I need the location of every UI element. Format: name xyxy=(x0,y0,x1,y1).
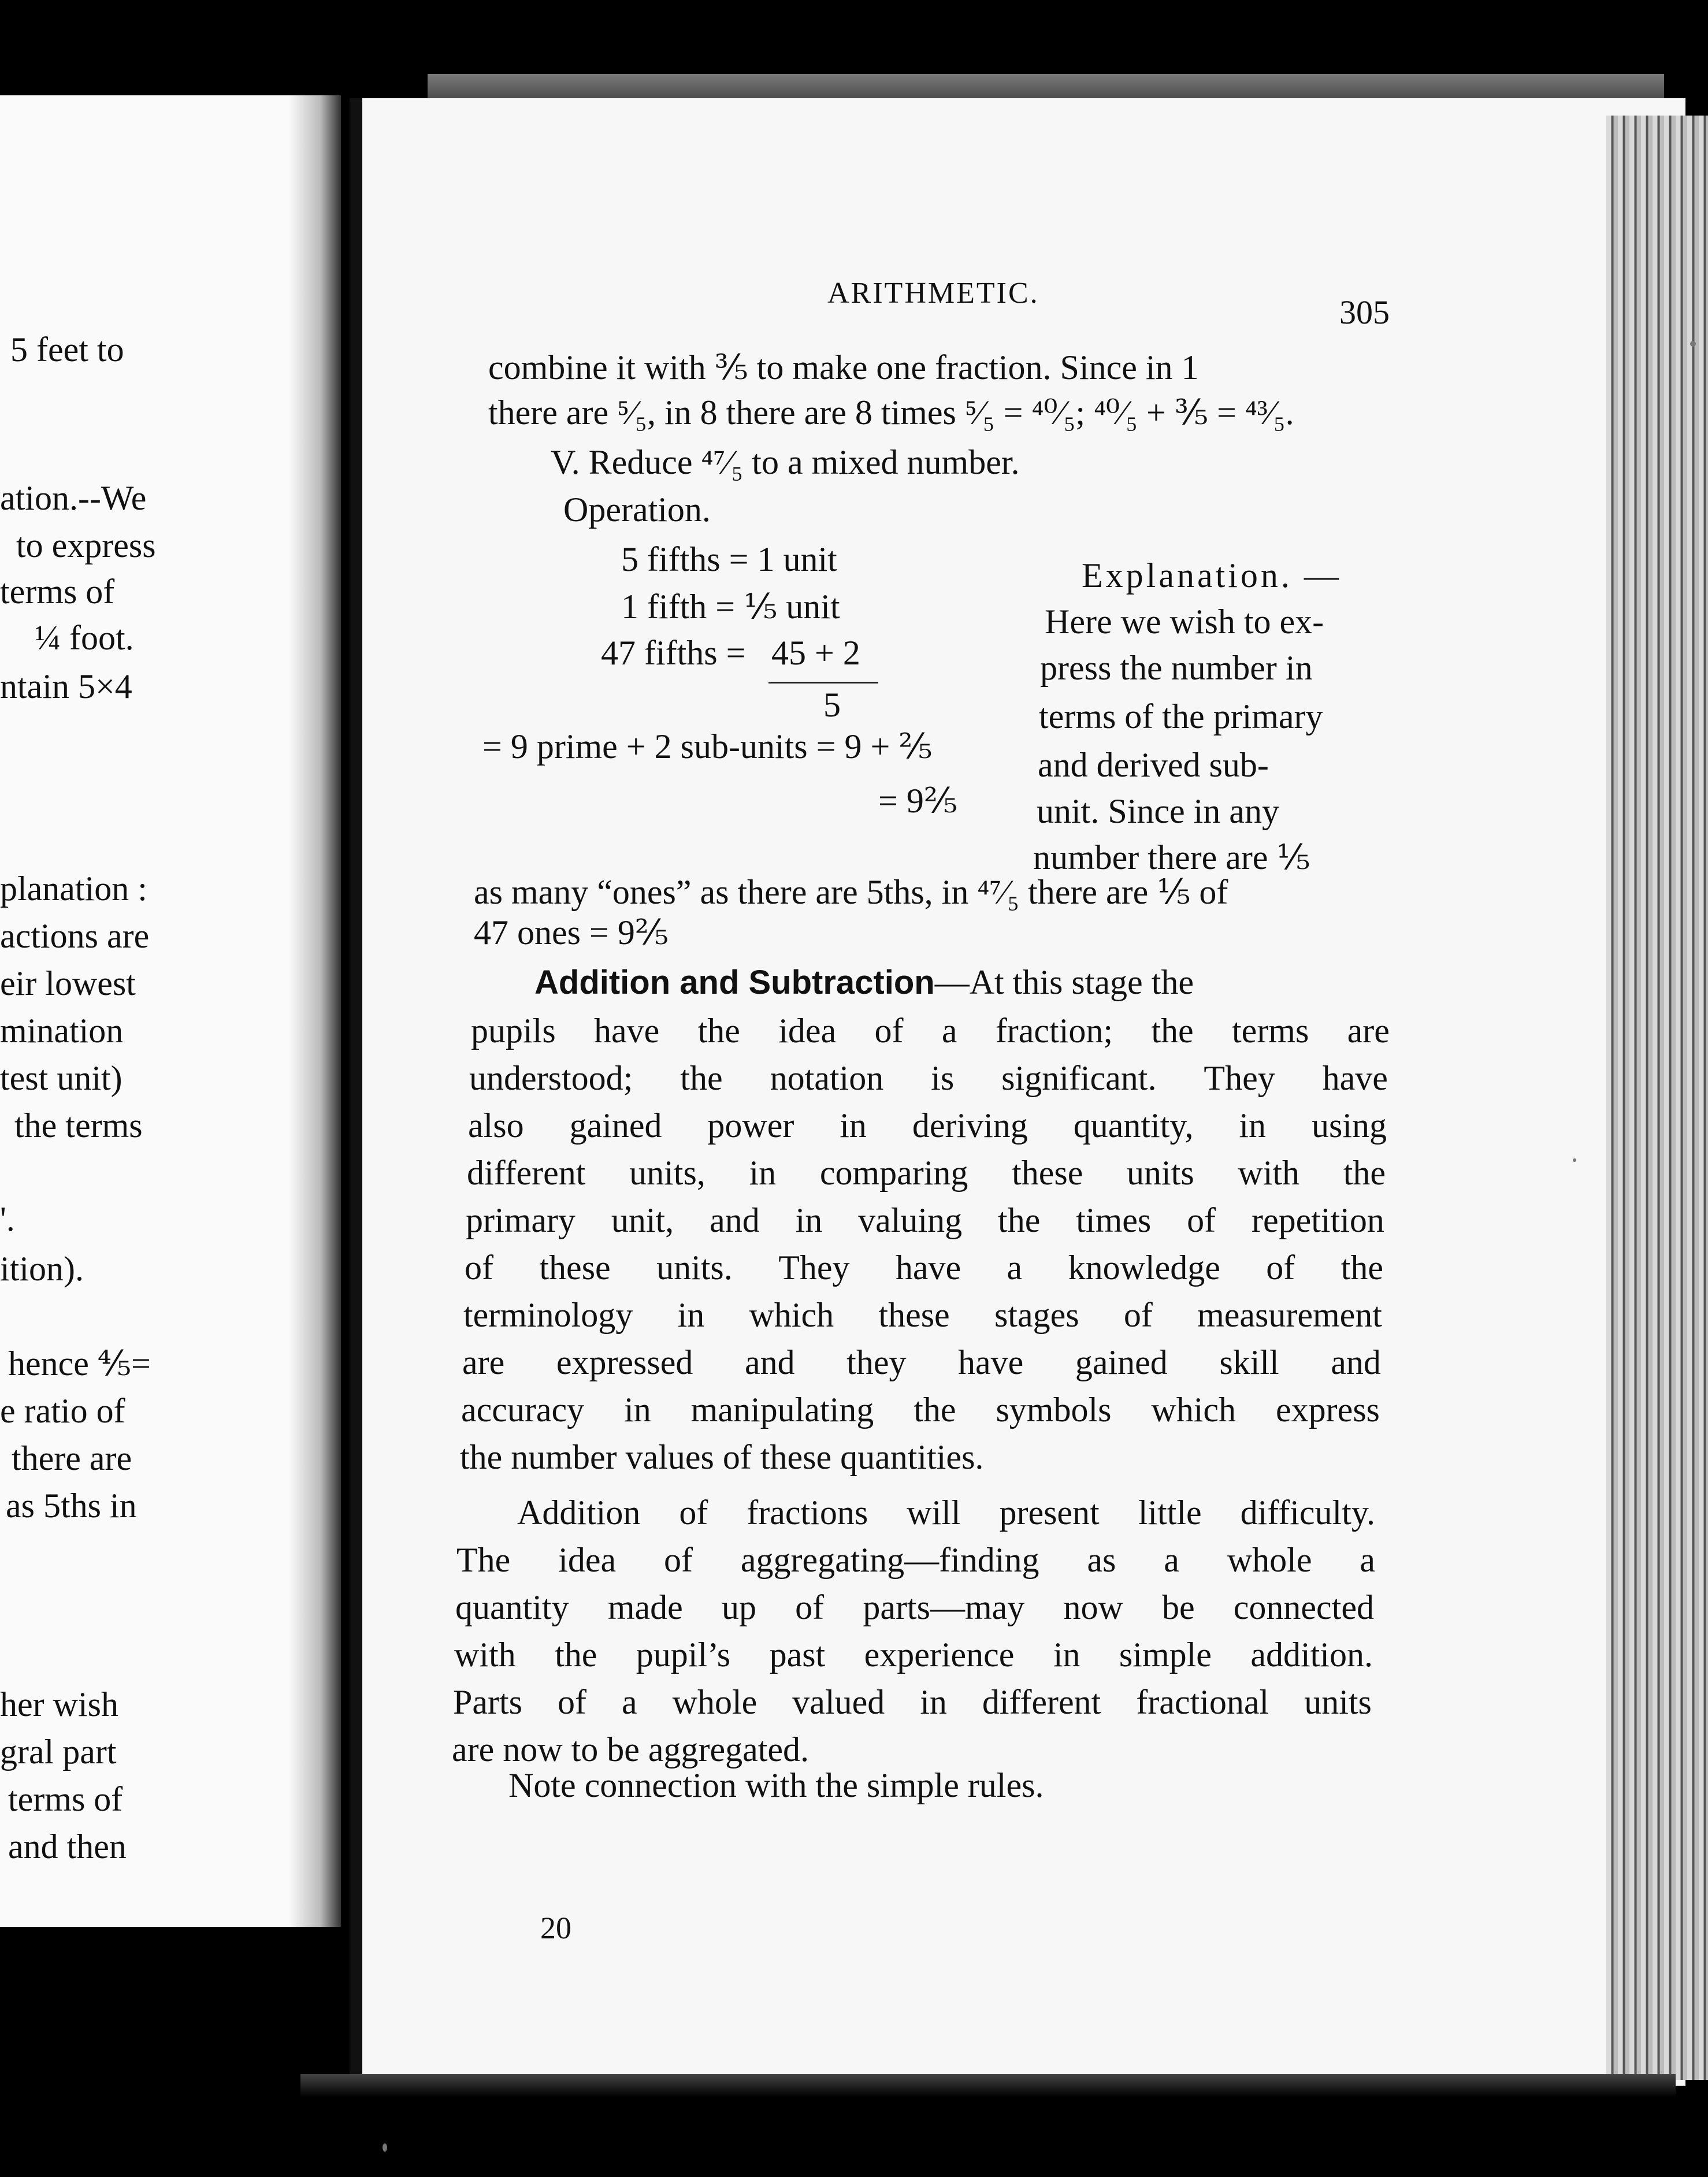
paragraph-line: The idea of aggregating—finding as a whole a xyxy=(456,1541,1375,1579)
book-bottom-edge xyxy=(300,2074,1676,2097)
explanation-line-4: and derived sub- xyxy=(1038,746,1269,784)
section-heading: Addition and Subtraction xyxy=(534,964,935,1001)
intro-line-1: combine it with ⅗ to make one fraction. Since in 1 xyxy=(488,348,1199,387)
note-line: Note connection with the simple rules. xyxy=(508,1766,1044,1804)
operation-line-4: = 9 prime + 2 sub-units = 9 + ⅖ xyxy=(482,727,933,766)
scan-speck xyxy=(383,2143,387,2152)
left-page-line: '. xyxy=(0,1200,15,1238)
left-page-line: hence ⅘= xyxy=(8,1344,151,1383)
scan-speck xyxy=(1690,341,1696,347)
section-first-line: —At this stage the xyxy=(934,963,1194,1001)
paragraph-line: of these units. They have a knowledge of the xyxy=(465,1249,1383,1287)
left-page-line: ition). xyxy=(0,1250,84,1288)
intro-line-2: there are ⁵⁄₅, in 8 there are 8 times ⁵⁄₅ = ⁴⁰⁄₅; ⁴⁰⁄₅ + ⅗ = ⁴³⁄₅. xyxy=(488,393,1294,432)
paragraph-line: pupils have the idea of a fraction; the terms are xyxy=(471,1012,1390,1050)
running-title: ARITHMETIC. xyxy=(827,277,1039,310)
section-heading-line xyxy=(534,965,1194,1000)
left-page-line: mination xyxy=(0,1012,124,1050)
paragraph-line: primary unit, and in valuing the times of repetition xyxy=(466,1201,1384,1239)
left-gutter-shadow xyxy=(289,95,341,1927)
explanation-line-1: Here we wish to ex- xyxy=(1045,603,1324,641)
operation-numerator: 45 + 2 xyxy=(771,634,860,672)
left-page-line: the terms xyxy=(14,1106,143,1145)
operation-line-2: 1 fifth = ⅕ unit xyxy=(621,588,840,626)
left-page-line: eir lowest xyxy=(0,964,136,1002)
page-number: 305 xyxy=(1339,294,1390,331)
left-page-line: ¼ foot. xyxy=(35,619,134,657)
left-page-line: gral part xyxy=(0,1733,117,1771)
operation-line-3-left: 47 fifths = xyxy=(601,634,746,672)
paragraph-line: understood; the notation is significant. They have xyxy=(469,1059,1388,1097)
left-page-line: ation.--We xyxy=(0,479,147,517)
paragraph-line: are expressed and they have gained skill and xyxy=(462,1343,1381,1381)
fraction-bar xyxy=(768,682,878,683)
left-page-line: actions are xyxy=(0,917,150,955)
left-page-line: e ratio of xyxy=(0,1392,125,1430)
explanation-continuation-1: as many “ones” as there are 5ths, in ⁴⁷⁄₅ there are ⅕ of xyxy=(474,873,1228,911)
paragraph-line: the number values of these quantities. xyxy=(460,1438,984,1476)
left-page-line: 5 feet to xyxy=(10,330,124,369)
explanation-line-5: unit. Since in any xyxy=(1037,792,1279,830)
operation-line-1: 5 fifths = 1 unit xyxy=(621,540,837,578)
explanation-line-2: press the number in xyxy=(1040,649,1313,687)
left-page-line: and then xyxy=(8,1827,127,1866)
left-page-line: ntain 5×4 xyxy=(0,667,132,705)
left-page-line: test unit) xyxy=(0,1059,122,1097)
left-page-line: as 5ths in xyxy=(6,1487,137,1525)
signature-mark: 20 xyxy=(540,1911,571,1945)
problem-heading: V. Reduce ⁴⁷⁄₅ to a mixed number. xyxy=(551,443,1020,481)
explanation-line-3: terms of the primary xyxy=(1039,697,1323,735)
operation-denominator: 5 xyxy=(823,686,841,724)
paragraph-line: Parts of a whole valued in different fractional units xyxy=(453,1683,1372,1721)
explanation-title: Explanation. — xyxy=(1082,556,1342,595)
paragraph-line: Addition of fractions will present little difficulty. xyxy=(517,1494,1375,1532)
paragraph-line: quantity made up of parts—may now be connected xyxy=(455,1588,1374,1626)
paragraph-line: accuracy in manipulating the symbols which express xyxy=(461,1391,1380,1429)
left-page-line: planation : xyxy=(0,870,147,908)
left-page-line: there are xyxy=(12,1439,132,1477)
left-page-line: terms of xyxy=(0,573,115,611)
explanation-continuation-2: 47 ones = 9⅖ xyxy=(474,913,669,952)
paragraph-line: are now to be aggregated. xyxy=(452,1730,810,1769)
paragraph-line: different units, in comparing these units with the xyxy=(467,1154,1386,1192)
scan-speck xyxy=(1573,1158,1576,1162)
paragraph-line: also gained power in deriving quantity, in using xyxy=(468,1106,1387,1145)
left-page-line: to express xyxy=(16,526,156,564)
left-page-line: her wish xyxy=(0,1685,118,1723)
operation-line-5: = 9⅖ xyxy=(878,782,957,820)
paragraph-line: terminology in which these stages of measurement xyxy=(463,1296,1382,1334)
explanation-line-6: number there are ⅕ xyxy=(1033,838,1310,876)
operation-label: Operation. xyxy=(563,491,711,529)
paragraph-line: with the pupil’s past experience in simple addition. xyxy=(454,1636,1373,1674)
page-edges xyxy=(1606,116,1708,2080)
left-page-line: terms of xyxy=(8,1780,123,1818)
